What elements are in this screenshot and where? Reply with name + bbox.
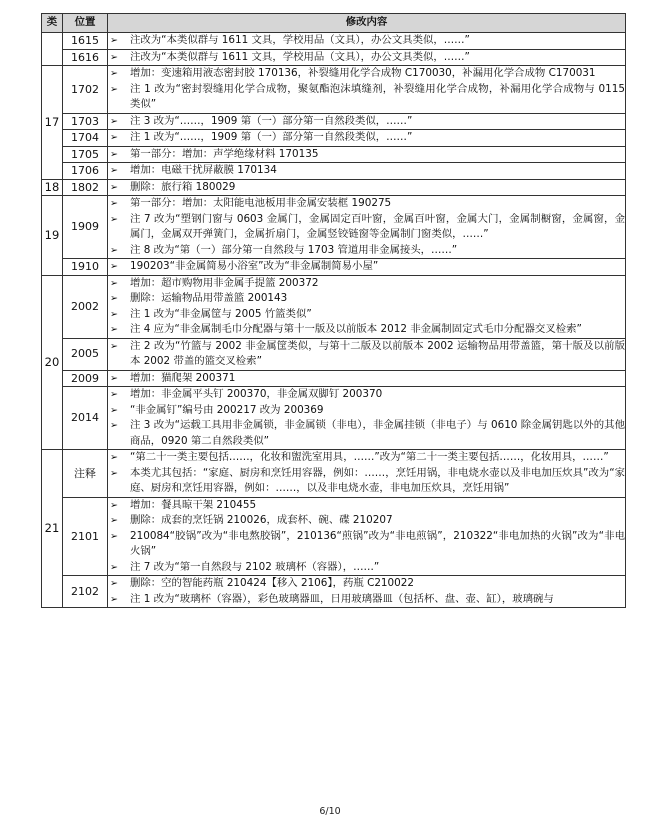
arrow-bullet-icon: ➢: [110, 372, 118, 384]
content-item: [108, 339, 625, 370]
content-item: [108, 212, 625, 243]
position-cell: 1910: [63, 259, 108, 276]
content-item: [108, 130, 625, 146]
position-cell: 2005: [63, 338, 108, 370]
table-row: [42, 66, 626, 114]
header-content: 修改内容: [108, 14, 626, 33]
arrow-bullet-icon: ➢: [110, 293, 118, 304]
class-number-cell: 19: [42, 196, 63, 276]
table-row: [42, 576, 626, 608]
content-item-text: 注 3 改为“……，1909 第（一）部分第一自然段类似，……”: [130, 114, 413, 127]
class-number-cell: 18: [42, 179, 63, 196]
content-item: [108, 114, 625, 130]
table-row: [42, 49, 626, 66]
content-item-text: 增加：超市购物用非金属手提篮 200372: [130, 276, 319, 289]
table-row: [42, 338, 626, 370]
content-item-text: “第二十一类主要包括……，化妆和盥洗室用具，……”改为“第二十一类主要包括……，化妆用具，……”: [130, 451, 609, 463]
table-row: [42, 497, 626, 576]
content-item-text: 注 7 改为“塑钢门窗与 0603 金属门，金属固定百叶窗，金属百叶窗，金属大门，金属制橱窗，金属窗，金属门，金属双开弹簧门，金属折扇门，金属竖铰链窗等金属制门窗类似，……”: [130, 212, 625, 240]
position-cell: 2002: [63, 275, 108, 338]
page-number: 6/10: [319, 806, 341, 817]
content-item-text: “非金属钉”编号由 200217 改为 200369: [130, 403, 324, 416]
content-cell: [108, 66, 626, 114]
content-item-text: 删除：运输物品用带盖篮 200143: [130, 292, 288, 304]
class-number-cell: 17: [42, 66, 63, 180]
content-item: [108, 560, 625, 576]
position-cell: 2014: [63, 387, 108, 450]
content-item: [108, 529, 625, 560]
arrow-bullet-icon: ➢: [110, 404, 118, 416]
position-cell: 1705: [63, 146, 108, 163]
position-cell: 1702: [63, 66, 108, 114]
content-item: [108, 418, 625, 449]
content-item: [108, 259, 625, 275]
content-item: [108, 307, 625, 323]
content-item: [108, 147, 625, 163]
table-row: [42, 196, 626, 259]
arrow-bullet-icon: ➢: [110, 530, 118, 542]
arrow-bullet-icon: ➢: [110, 499, 118, 511]
arrow-bullet-icon: ➢: [110, 578, 118, 589]
content-item: [108, 403, 625, 419]
position-cell: 1616: [63, 49, 108, 66]
arrow-bullet-icon: ➢: [110, 467, 118, 479]
arrow-bullet-icon: ➢: [110, 515, 118, 526]
arrow-bullet-icon: ➢: [110, 324, 118, 335]
content-cell: [108, 146, 626, 163]
position-cell: 1615: [63, 33, 108, 50]
table-row: [42, 179, 626, 196]
arrow-bullet-icon: ➢: [110, 68, 118, 79]
content-item: [108, 33, 625, 49]
table-row: [42, 113, 626, 130]
content-item-text: 注 1 改为“密封裂缝用化学合成物，聚氨酯泡沫填缝剂，补裂缝用化学合成物，补漏用化学合成物与 0115 类似”: [130, 82, 625, 110]
arrow-bullet-icon: ➢: [110, 83, 118, 95]
arrow-bullet-icon: ➢: [110, 389, 118, 400]
content-cell: [108, 196, 626, 259]
arrow-bullet-icon: ➢: [110, 420, 118, 431]
position-cell: 2009: [63, 370, 108, 387]
arrow-bullet-icon: ➢: [110, 115, 118, 127]
arrow-bullet-icon: ➢: [110, 148, 118, 160]
position-cell: 2101: [63, 497, 108, 576]
content-cell: [108, 497, 626, 576]
content-item-text: 190203“非金属简易小浴室”改为“非金属制简易小屋”: [130, 260, 379, 272]
content-cell: [108, 338, 626, 370]
content-item: [108, 180, 625, 196]
table-row: [42, 33, 626, 50]
content-item: [108, 387, 625, 403]
content-item-text: 注改为“本类似群与 1611 文具，学校用品（文具），办公文具类似，……”: [130, 34, 470, 46]
content-item-text: 注 2 改为“竹篮与 2002 非金属筐类似，与第十二版及以前版本 2002 运输物品用带盖篮，第十版及以前版本 2002 带盖的篮交叉检索”: [130, 339, 625, 367]
arrow-bullet-icon: ➢: [110, 35, 118, 46]
class-number-cell: [42, 33, 63, 66]
content-item: [108, 196, 625, 212]
content-cell: [108, 163, 626, 180]
content-item: [108, 50, 625, 66]
arrow-bullet-icon: ➢: [110, 181, 118, 193]
content-cell: [108, 275, 626, 338]
content-cell: [108, 370, 626, 387]
content-item-text: 注 7 改为“第一自然段与 2102 玻璃杯（容器），……”: [130, 560, 380, 573]
content-item: [108, 513, 625, 529]
header-position: 位置: [63, 14, 108, 33]
header-class: 类: [42, 14, 63, 33]
table-row: [42, 259, 626, 276]
arrow-bullet-icon: ➢: [110, 198, 118, 209]
arrow-bullet-icon: ➢: [110, 340, 118, 352]
table-row: [42, 450, 626, 498]
content-item: [108, 322, 625, 338]
content-item: [108, 82, 625, 113]
content-cell: [108, 113, 626, 130]
table-row: [42, 387, 626, 450]
content-item-text: 增加：餐具晾干架 210455: [130, 498, 257, 511]
content-cell: [108, 387, 626, 450]
arrow-bullet-icon: ➢: [110, 277, 118, 289]
content-item-text: 注 4 应为“非金属制毛巾分配器与第十一版及以前版本 2012 非金属制固定式毛巾分配器交叉检索”: [130, 323, 582, 335]
arrow-bullet-icon: ➢: [110, 452, 118, 463]
content-item-text: 增加：电磁干扰屏蔽膜 170134: [130, 164, 277, 176]
content-item-text: 第一部分：增加：声学绝缘材料 170135: [130, 147, 319, 160]
position-cell: 1704: [63, 130, 108, 147]
content-item: [108, 450, 625, 466]
content-item-text: 注 8 改为“第（一）部分第一自然段与 1703 管道用非金属接头，……”: [130, 243, 458, 256]
content-item: [108, 291, 625, 307]
arrow-bullet-icon: ➢: [110, 261, 118, 272]
arrow-bullet-icon: ➢: [110, 51, 118, 63]
arrow-bullet-icon: ➢: [110, 593, 118, 605]
content-cell: [108, 450, 626, 498]
content-cell: [108, 33, 626, 50]
content-cell: [108, 259, 626, 276]
content-item: [108, 466, 625, 497]
content-cell: [108, 179, 626, 196]
content-item: [108, 163, 625, 179]
table-row: [42, 130, 626, 147]
arrow-bullet-icon: ➢: [110, 244, 118, 256]
class-number-cell: 21: [42, 450, 63, 608]
arrow-bullet-icon: ➢: [110, 213, 118, 225]
content-item: [108, 66, 625, 82]
content-item-text: 删除：旅行箱 180029: [130, 180, 236, 193]
content-item: [108, 371, 625, 387]
content-cell: [108, 49, 626, 66]
arrow-bullet-icon: ➢: [110, 561, 118, 573]
content-item: [108, 243, 625, 259]
table-header-row: [42, 14, 626, 33]
content-item-text: 本类尤其包括：“家庭、厨房和烹饪用容器，例如：……，烹饪用锅，非电烧水壶以及非电加压炊具”改为“家庭、厨房和烹饪用容器，例如：……，以及非电烧水壶，非电加压炊具，烹饪用锅”: [130, 466, 625, 494]
arrow-bullet-icon: ➢: [110, 132, 118, 143]
position-cell: 1706: [63, 163, 108, 180]
position-cell: 1909: [63, 196, 108, 259]
content-item: [108, 576, 625, 592]
table-row: [42, 370, 626, 387]
content-item-text: 增加：猫爬架 200371: [130, 371, 236, 384]
content-item-text: 210084“胶锅”改为“非电熬胶锅”，210136“煎锅”改为“非电煎锅”，210322“非电加热的火锅”改为“非电火锅”: [130, 529, 625, 557]
content-item-text: 注 3 改为“运载工具用非金属锁，非金属锁（非电），非金属挂锁（非电子）与 0610 除金属钥匙以外的其他商品，0920 第二自然段类似”: [130, 419, 625, 447]
arrow-bullet-icon: ➢: [110, 165, 118, 176]
table-row: [42, 146, 626, 163]
position-cell: 1703: [63, 113, 108, 130]
content-item-text: 注 1 改为“玻璃杯（容器），彩色玻璃器皿，日用玻璃器皿（包括杯、盘、壶、缸），玻璃碗与: [130, 592, 554, 605]
table-row: [42, 275, 626, 338]
content-item-text: 删除：空的智能药瓶 210424【移入 2106】，药瓶 C210022: [130, 577, 414, 589]
content-item: [108, 276, 625, 292]
position-cell: 注释: [63, 450, 108, 498]
table-row: [42, 163, 626, 180]
content-item-text: 第一部分：增加：太阳能电池板用非金属安装框 190275: [130, 197, 392, 209]
content-item-text: 注 1 改为“非金属筐与 2005 竹篮类似”: [130, 307, 312, 320]
content-cell: [108, 576, 626, 608]
position-cell: 1802: [63, 179, 108, 196]
arrow-bullet-icon: ➢: [110, 308, 118, 320]
amendment-table: [41, 13, 626, 608]
content-item-text: 增加：变速箱用液态密封胶 170136，补裂缝用化学合成物 C170030，补漏用化学合成物 C170031: [130, 67, 596, 79]
content-item-text: 增加：非金属平头钉 200370，非金属双脚钉 200370: [130, 388, 383, 400]
content-cell: [108, 130, 626, 147]
position-cell: 2102: [63, 576, 108, 608]
content-item: [108, 592, 625, 608]
class-number-cell: 20: [42, 275, 63, 450]
content-item-text: 注 1 改为“……，1909 第（一）部分第一自然段类似，……”: [130, 131, 413, 143]
content-item: [108, 498, 625, 514]
content-item-text: 删除：成套的烹饪锅 210026，成套杯、碗、碟 210207: [130, 514, 393, 526]
content-item-text: 注改为“本类似群与 1611 文具，学校用品（文具），办公文具类似，……”: [130, 50, 470, 63]
table-body: [42, 33, 626, 608]
